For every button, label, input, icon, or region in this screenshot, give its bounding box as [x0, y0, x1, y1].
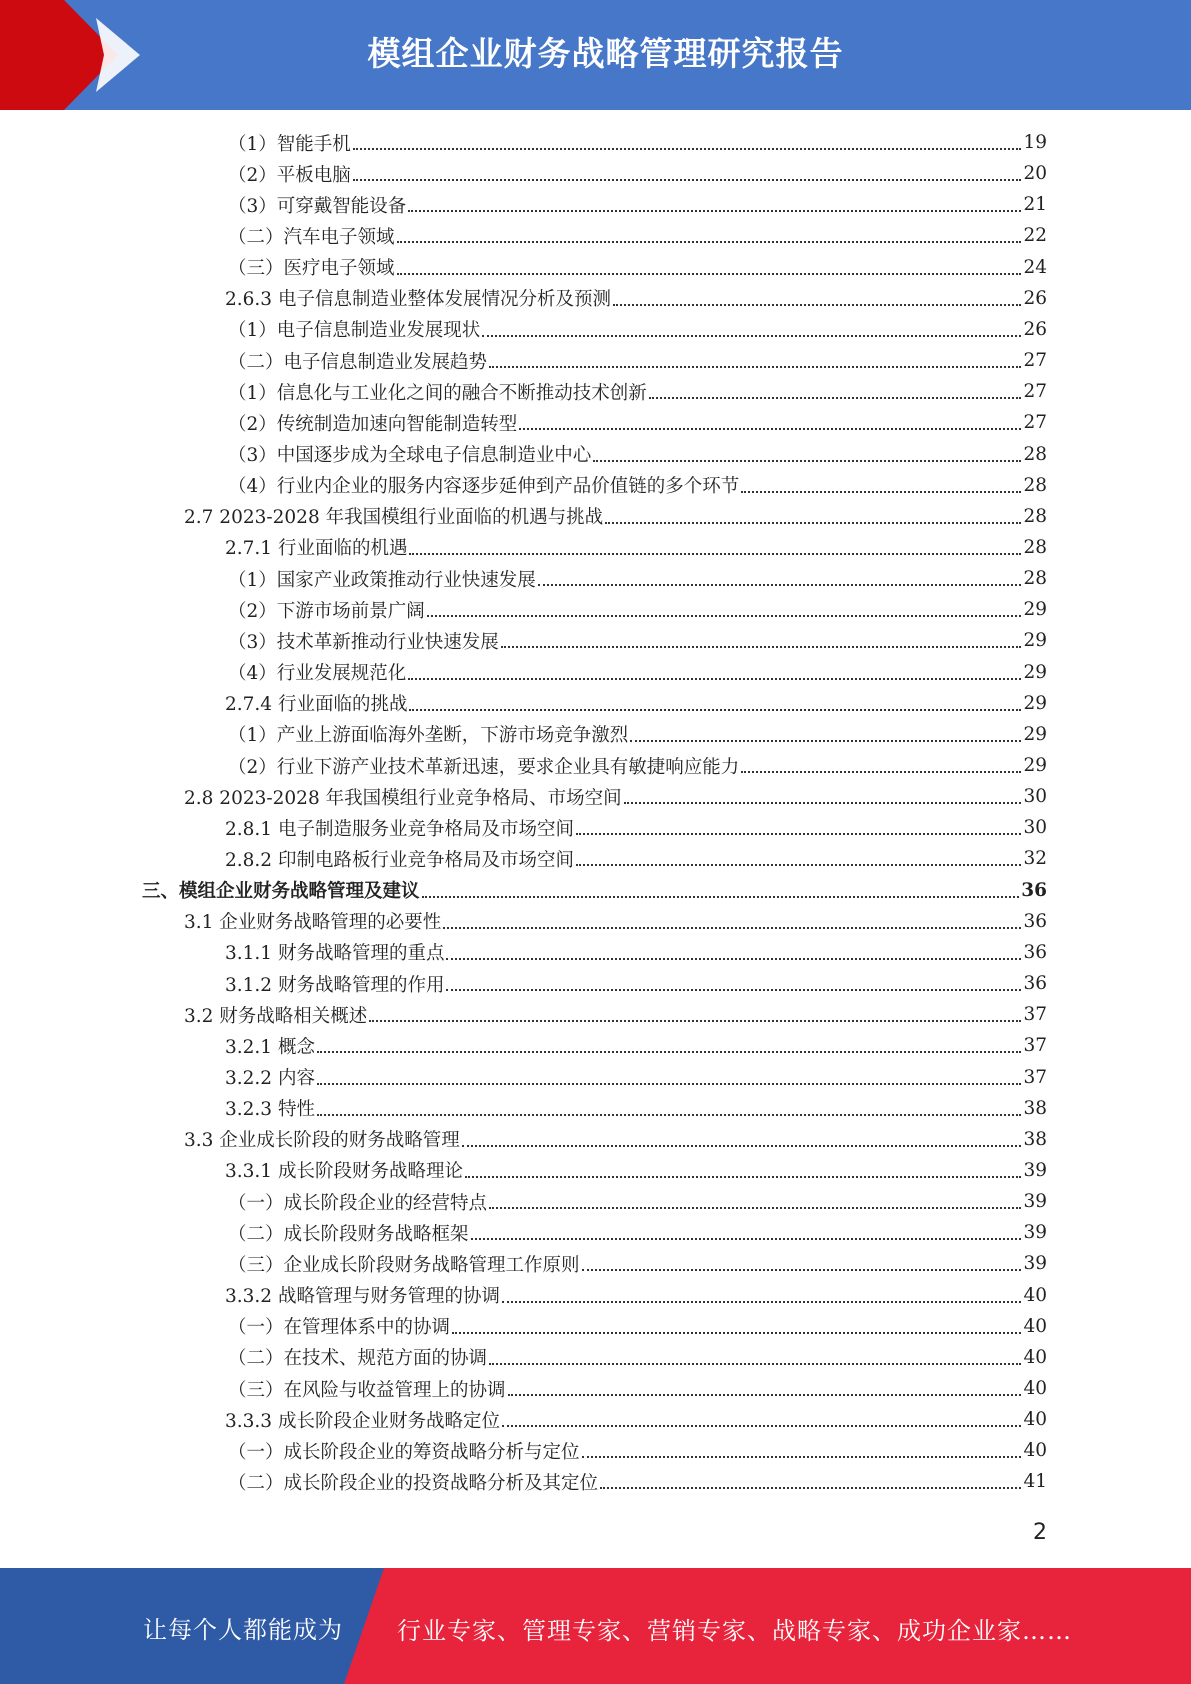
toc-entry-title: 3.3.1 成长阶段财务战略理论 — [225, 1161, 463, 1183]
toc-entry[interactable] — [225, 1155, 1047, 1186]
toc-entry-page: 29 — [1023, 755, 1047, 776]
toc-entry[interactable] — [228, 625, 1047, 656]
toc-dot-leader — [508, 1393, 1022, 1396]
toc-entry-page: 39 — [1023, 1159, 1047, 1181]
toc-entry[interactable] — [228, 719, 1047, 750]
toc-dot-leader — [317, 1113, 1022, 1116]
toc-entry-title: （3）技术革新推动行业快速发展 — [228, 631, 499, 653]
toc-entry-title: （2）行业下游产业技术革新迅速，要求企业具有敏捷响应能力 — [228, 756, 740, 778]
toc-dot-leader — [482, 334, 1021, 337]
toc-entry[interactable] — [225, 1062, 1047, 1093]
toc-dot-leader — [408, 209, 1021, 212]
toc-entry-page: 38 — [1023, 1128, 1047, 1150]
toc-entry-title: （二）成长阶段企业的投资战略分析及其定位 — [228, 1472, 599, 1494]
toc-entry-title: （一）在管理体系中的协调 — [228, 1317, 451, 1339]
toc-entry[interactable] — [225, 1280, 1047, 1311]
toc-dot-leader — [465, 1175, 1021, 1178]
toc-entry[interactable] — [228, 594, 1047, 625]
toc-entry-page: 19 — [1023, 132, 1047, 153]
toc-entry[interactable] — [228, 1186, 1047, 1217]
toc-dot-leader — [576, 863, 1021, 866]
toc-entry-title: （4）行业发展规范化 — [228, 663, 407, 685]
toc-dot-leader — [649, 396, 1022, 399]
toc-dot-leader — [397, 272, 1022, 275]
toc-dot-leader — [489, 1206, 1021, 1209]
toc-entry-page: 28 — [1023, 505, 1047, 527]
toc-entry-title: 2.8.1 电子制造服务业竞争格局及市场空间 — [225, 818, 574, 840]
toc-entry-page: 39 — [1023, 1222, 1047, 1244]
toc-entry[interactable] — [228, 314, 1047, 345]
toc-entry-title: 2.8 2023-2028 年我国模组行业竞争格局、市场空间 — [184, 787, 622, 809]
toc-entry-page: 29 — [1023, 723, 1047, 745]
toc-entry-page: 37 — [1023, 1066, 1047, 1088]
toc-entry-title: 3.3.3 成长阶段企业财务战略定位 — [225, 1410, 500, 1432]
toc-dot-leader — [582, 1455, 1022, 1458]
toc-dot-leader — [446, 957, 1021, 960]
toc-dot-leader — [624, 801, 1022, 804]
toc-entry-title: 3.2.2 内容 — [225, 1068, 315, 1089]
toc-entry-title: （一）成长阶段企业的筹资战略分析与定位 — [228, 1441, 580, 1463]
toc-entry-page: 39 — [1023, 1253, 1047, 1275]
toc-entry-title: （1）电子信息制造业发展现状 — [228, 320, 481, 342]
toc-entry-page: 36 — [1023, 910, 1047, 932]
toc-dot-leader — [369, 1019, 1021, 1022]
toc-entry-page: 38 — [1023, 1097, 1047, 1119]
toc-entry-page: 29 — [1023, 661, 1047, 683]
toc-dot-leader — [408, 677, 1021, 680]
toc-entry[interactable] — [228, 158, 1047, 189]
toc-dot-leader — [443, 926, 1021, 929]
toc-dot-leader — [582, 1268, 1022, 1271]
toc-entry-title: （2）平板电脑 — [228, 164, 351, 186]
toc-dot-leader — [519, 427, 1021, 430]
toc-entry-title: 2.7.1 行业面临的机遇 — [225, 538, 408, 560]
toc-entry[interactable] — [228, 1311, 1047, 1342]
toc-entry[interactable] — [184, 1124, 1047, 1155]
toc-entry-title: （一）成长阶段企业的经营特点 — [228, 1192, 488, 1214]
toc-entry-page: 40 — [1023, 1346, 1047, 1368]
toc-entry-title: 3.2 财务战略相关概述 — [184, 1005, 368, 1027]
toc-dot-leader — [353, 178, 1022, 181]
toc-entry[interactable] — [225, 532, 1047, 563]
toc-entry-page: 26 — [1023, 318, 1047, 340]
toc-entry-title: 3.1.1 财务战略管理的重点 — [225, 943, 445, 965]
report-title: 模组企业财务战略管理研究报告 — [367, 34, 844, 73]
toc-entry[interactable] — [228, 189, 1047, 220]
toc-entry-page: 29 — [1023, 599, 1047, 621]
toc-entry-page: 27 — [1023, 381, 1047, 403]
toc-dot-leader — [502, 1424, 1021, 1427]
toc-entry-page: 21 — [1023, 194, 1047, 216]
toc-entry[interactable] — [225, 688, 1047, 719]
toc-dot-leader — [471, 1237, 1022, 1240]
toc-dot-leader — [317, 1082, 1022, 1085]
toc-entry-title: （二）电子信息制造业发展趋势 — [228, 351, 488, 373]
toc-entry-page: 28 — [1023, 443, 1047, 465]
toc-entry-title: （二）汽车电子领域 — [228, 226, 395, 248]
toc-entry-page: 36 — [1021, 879, 1047, 901]
toc-entry[interactable] — [142, 875, 1047, 906]
toc-entry-title: （1）产业上游面临海外垄断，下游市场竞争激烈 — [228, 725, 629, 747]
toc-entry[interactable] — [228, 439, 1047, 470]
toc-entry-page: 26 — [1023, 287, 1047, 309]
toc-entry-title: （三）企业成长阶段财务战略管理工作原则 — [228, 1254, 580, 1276]
toc-entry[interactable] — [228, 1466, 1047, 1497]
toc-entry-page: 28 — [1023, 474, 1047, 496]
toc-dot-leader — [446, 988, 1021, 991]
toc-entry-title: 三、模组企业财务战略管理及建议 — [142, 881, 420, 903]
toc-dot-leader — [613, 303, 1021, 306]
toc-dot-leader — [397, 240, 1022, 243]
toc-entry-page: 29 — [1023, 630, 1047, 652]
toc-entry-title: （三）医疗电子领域 — [228, 258, 395, 280]
toc-entry-title: 3.3 企业成长阶段的财务战略管理 — [184, 1130, 460, 1152]
toc-entry[interactable] — [228, 127, 1047, 158]
toc-dot-leader — [741, 770, 1021, 773]
toc-dot-leader — [576, 832, 1021, 835]
toc-dot-leader — [317, 1050, 1022, 1053]
toc-entry-page: 36 — [1023, 973, 1047, 995]
toc-dot-leader — [422, 895, 1020, 898]
toc-dot-leader — [462, 1144, 1022, 1147]
toc-entry[interactable] — [228, 470, 1047, 501]
toc-entry[interactable] — [228, 252, 1047, 283]
toc-dot-leader — [501, 645, 1022, 648]
toc-entry[interactable] — [184, 501, 1047, 532]
toc-entry-title: （2）传统制造加速向智能制造转型 — [228, 413, 518, 435]
toc-entry[interactable] — [184, 781, 1047, 812]
toc-entry[interactable] — [225, 812, 1047, 843]
toc-entry[interactable] — [228, 1342, 1047, 1373]
toc-dot-leader — [600, 1486, 1021, 1489]
toc-entry-title: 3.2.1 概念 — [225, 1036, 315, 1058]
toc-entry-title: （1）国家产业政策推动行业快速发展 — [228, 569, 536, 591]
toc-entry-page: 27 — [1023, 412, 1047, 434]
toc-entry-title: （二）成长阶段财务战略框架 — [228, 1223, 469, 1245]
toc-entry[interactable] — [228, 345, 1047, 376]
toc-entry[interactable] — [225, 843, 1047, 874]
toc-entry[interactable] — [228, 376, 1047, 407]
toc-entry-page: 41 — [1023, 1471, 1047, 1493]
toc-entry[interactable] — [228, 407, 1047, 438]
toc-dot-leader — [538, 583, 1022, 586]
toc-entry-page: 24 — [1023, 256, 1047, 278]
toc-dot-leader — [593, 459, 1021, 462]
toc-entry[interactable] — [225, 1404, 1047, 1435]
toc-entry-page: 37 — [1023, 1035, 1047, 1057]
toc-entry-title: （2）下游市场前景广阔 — [228, 600, 425, 622]
toc-entry-page: 40 — [1023, 1378, 1047, 1399]
toc-entry-page: 39 — [1023, 1191, 1047, 1213]
toc-entry-page: 36 — [1023, 941, 1047, 963]
toc-entry-title: （1）智能手机 — [228, 133, 351, 155]
toc-dot-leader — [489, 365, 1021, 368]
toc-entry-page: 40 — [1023, 1284, 1047, 1306]
toc-dot-leader — [741, 490, 1021, 493]
toc-entry-title: （4）行业内企业的服务内容逐步延伸到产品价值链的多个环节 — [228, 476, 740, 498]
toc-dot-leader — [427, 614, 1022, 617]
report-footer — [0, 1568, 1191, 1684]
toc-entry-title: 2.7 2023-2028 年我国模组行业面临的机遇与挑战 — [184, 507, 604, 529]
toc-entry[interactable] — [228, 1373, 1047, 1404]
toc-entry[interactable] — [184, 999, 1047, 1030]
toc-entry-page: 40 — [1023, 1315, 1047, 1337]
toc-entry-title: 3.2.3 特性 — [225, 1099, 315, 1121]
toc-entry[interactable] — [225, 968, 1047, 999]
toc-entry-page: 20 — [1023, 163, 1047, 185]
toc-entry[interactable] — [228, 1435, 1047, 1466]
toc-entry-page: 37 — [1023, 1004, 1047, 1026]
toc-entry[interactable] — [228, 563, 1047, 594]
toc-entry[interactable] — [225, 1093, 1047, 1124]
toc-entry-page: 27 — [1023, 350, 1047, 372]
toc-entry-title: （3）可穿戴智能设备 — [228, 195, 407, 217]
toc-entry-page: 22 — [1023, 225, 1047, 247]
toc-entry[interactable] — [225, 1030, 1047, 1061]
toc-entry-page: 29 — [1023, 692, 1047, 714]
toc-dot-leader — [489, 1362, 1021, 1365]
toc-entry-title: 3.1.2 财务战略管理的作用 — [225, 974, 445, 996]
toc-entry-title: （三）在风险与收益管理上的协调 — [228, 1379, 506, 1401]
toc-entry-title: 2.7.4 行业面临的挑战 — [225, 694, 408, 716]
toc-entry-page: 40 — [1023, 1440, 1047, 1462]
toc-entry-page: 30 — [1023, 786, 1047, 808]
toc-entry-title: （3）中国逐步成为全球电子信息制造业中心 — [228, 445, 592, 466]
footer-slogan-right: 行业专家、管理专家、营销专家、战略专家、成功企业家…… — [397, 1617, 1072, 1645]
toc-entry[interactable] — [228, 750, 1047, 781]
toc-entry-title: 3.3.2 战略管理与财务管理的协调 — [225, 1286, 500, 1308]
toc-entry-page: 40 — [1023, 1409, 1047, 1431]
toc-entry[interactable] — [225, 937, 1047, 968]
toc-dot-leader — [409, 552, 1021, 555]
toc-entry-title: 2.8.2 印制电路板行业竞争格局及市场空间 — [225, 849, 574, 871]
toc-dot-leader — [630, 739, 1021, 742]
toc-dot-leader — [452, 1331, 1021, 1334]
toc-entry-title: 2.6.3 电子信息制造业整体发展情况分析及预测 — [225, 289, 611, 311]
toc-entry[interactable] — [228, 1217, 1047, 1248]
toc-entry-page: 32 — [1023, 848, 1047, 870]
toc-entry[interactable] — [228, 220, 1047, 251]
toc-entry[interactable] — [228, 1248, 1047, 1279]
toc-entry[interactable] — [228, 657, 1047, 688]
page-number: 2 — [1033, 1520, 1047, 1545]
toc-dot-leader — [353, 147, 1022, 150]
toc-dot-leader — [409, 708, 1021, 711]
toc-entry-title: 3.1 企业财务战略管理的必要性 — [184, 912, 442, 934]
toc-entry[interactable] — [225, 283, 1047, 314]
toc-entry-page: 30 — [1023, 817, 1047, 839]
footer-slogan-left: 让每个人都能成为 — [143, 1616, 343, 1644]
toc-dot-leader — [502, 1300, 1021, 1303]
toc-entry-page: 28 — [1023, 536, 1047, 558]
toc-entry-title: （1）信息化与工业化之间的融合不断推动技术创新 — [228, 382, 647, 404]
toc-entry[interactable] — [184, 906, 1047, 937]
toc-dot-leader — [605, 521, 1021, 524]
toc-entry-page: 28 — [1023, 568, 1047, 590]
report-header — [0, 0, 1191, 110]
toc-entry-title: （二）在技术、规范方面的协调 — [228, 1348, 488, 1370]
